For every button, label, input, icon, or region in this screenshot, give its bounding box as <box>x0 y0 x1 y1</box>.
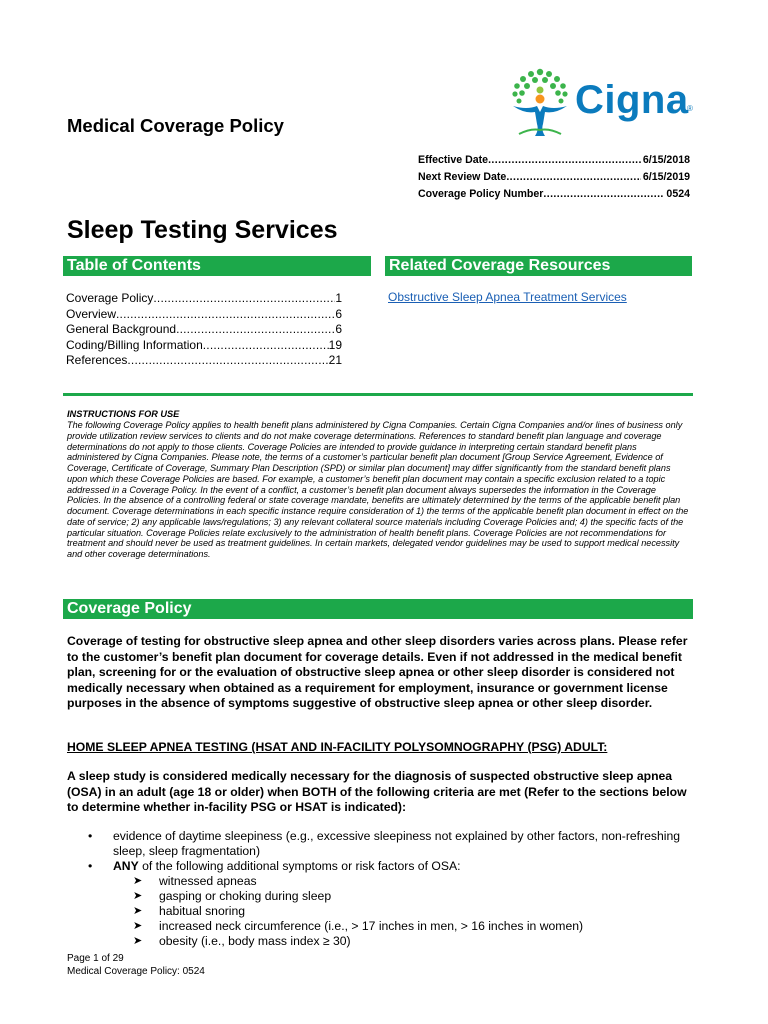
policy-label: Medical Coverage Policy <box>67 115 284 136</box>
coverage-intro: Coverage of testing for obstructive sleep apnea and other sleep disorders varies across plans. Please refer to the customer’s benefit plan document for coverage details. Even if not addressed in the medical benefit plan, screening for or the evaluation of obstructive sleep apnea or other sleep disorder is considered not medically necessary when obtained as a requirement for employment, insurance or government license purposes in the absence of symptoms suggestive of obstructive sleep apnea or other sleep disorder. <box>67 634 688 710</box>
sub-list-item <box>133 919 688 934</box>
toc-item-page: 21 <box>328 353 342 368</box>
toc-item-coverage-policy[interactable] <box>66 291 342 307</box>
toc-item-page: 1 <box>335 291 342 305</box>
meta-value: 6/15/2019 <box>642 171 690 183</box>
emphasis-any: ANY <box>113 859 139 873</box>
list-item-rest: of the following additional symptoms or risk factors of OSA: <box>138 859 461 873</box>
toc-item-page: 6 <box>335 322 342 337</box>
meta-label: Next Review Date <box>418 171 507 183</box>
instructions-heading: INSTRUCTIONS FOR USE <box>67 409 180 419</box>
toc-item-label: Coverage Policy <box>66 291 154 305</box>
page-title: Sleep Testing Services <box>67 216 338 244</box>
toc-item-coding-billing[interactable] <box>66 338 342 354</box>
sub-list-item <box>133 889 688 904</box>
table-of-contents <box>66 291 342 369</box>
toc-heading: Table of Contents <box>63 256 371 276</box>
sub-item-text: gasping or choking during sleep <box>159 889 332 903</box>
criteria-paragraph: A sleep study is considered medically necessary for the diagnosis of suspected obstructive sleep apnea (OSA) in an adult (age 18 or older) when BOTH of the following criteria are met (Refer to the sections below to determine whether in-facility PSG or HSAT is indicated): <box>67 769 687 814</box>
sub-item-text: obesity (i.e., body mass index ≥ 30) <box>159 934 351 948</box>
sub-item-text: habitual snoring <box>159 904 246 918</box>
toc-item-overview[interactable] <box>66 307 342 323</box>
meta-next-review-date <box>418 169 690 186</box>
tree-person-icon <box>507 66 573 138</box>
instructions-body: The following Coverage Policy applies to health benefit plans administered by Cigna Companies. Certain Cigna Companies and/or lines of business only provide utilization review services to clients and do not make coverage determinations. References to standard benefit plan language and coverage determinations do not apply to those clients. Coverage Policies are intended to provide guidance in interpreting certain standard benefit plans administered by Cigna Companies. Please note, the terms of a customer’s particular benefit plan document [Group Service Agreement, Evidence of Coverage, Certificate of Coverage, Summary Plan Description (SPD) or similar plan document] may differ significantly from the standard benefit plans upon which these Coverage Policies are based. For example, a customer’s benefit plan document may contain a specific exclusion related to a topic addressed in a Coverage Policy. In the event of a conflict, a customer’s benefit plan document always supersedes the information in the Coverage Policies. In the absence of a controlling federal or state coverage mandate, benefits are ultimately determined by the terms of the applicable benefit plan document. Coverage determinations in each specific instance require consideration of 1) the terms of the applicable benefit plan document in effect on the date of service; 2) any applicable laws/regulations; 3) any relevant collateral source materials including Coverage Policies and; 4) the specific facts of the particular situation. Coverage Policies relate exclusively to the administration of health benefit plans. Coverage Policies are not recommendations for treatment and should never be used as treatment guidelines. In certain markets, delegated vendor guidelines may be used to support medical necessity and other coverage determinations. <box>67 420 689 559</box>
section-divider <box>63 393 693 396</box>
registered-mark: ® <box>687 104 693 113</box>
toc-item-page: 6 <box>335 306 342 321</box>
toc-item-references[interactable] <box>66 353 342 369</box>
toc-item-label: Coding/Billing Information <box>66 337 203 352</box>
policy-meta <box>418 152 690 203</box>
meta-effective-date <box>418 152 690 169</box>
bullet-dot-icon: • <box>88 859 93 873</box>
page-footer <box>67 953 205 978</box>
sub-list-item <box>133 874 688 889</box>
cigna-wordmark: Cigna <box>575 78 689 122</box>
arrow-bullet-icon: ➤ <box>133 935 143 947</box>
related-resource-link[interactable]: Obstructive Sleep Apnea Treatment Services <box>388 290 627 304</box>
list-item-text: evidence of daytime sleepiness (e.g., excessive sleepiness not explained by other factors, non-refreshing sleep, sleep fragmentation) <box>113 829 681 858</box>
arrow-bullet-icon: ➤ <box>133 890 143 902</box>
hsat-subheading: HOME SLEEP APNEA TESTING (HSAT AND IN-FACILITY POLYSOMNOGRAPHY (PSG) ADULT: <box>67 740 608 754</box>
sub-list-item <box>133 934 688 949</box>
sub-item-text: increased neck circumference (i.e., > 17 inches in men, > 16 inches in women) <box>159 919 584 933</box>
meta-label: Coverage Policy Number <box>418 188 544 200</box>
list-item-text <box>113 859 688 874</box>
toc-item-label: References <box>66 353 128 368</box>
meta-value: 6/15/2018 <box>642 154 690 166</box>
arrow-bullet-icon: ➤ <box>133 875 143 887</box>
sub-item-text: witnessed apneas <box>159 874 257 888</box>
toc-item-general-background[interactable] <box>66 322 342 338</box>
list-item <box>88 829 688 859</box>
toc-item-label: General Background <box>66 322 177 337</box>
toc-item-page: 19 <box>328 337 342 352</box>
toc-item-label: Overview <box>66 306 117 321</box>
bullet-dot-icon: • <box>88 829 93 843</box>
related-heading: Related Coverage Resources <box>385 256 692 276</box>
cigna-logo <box>507 66 697 138</box>
coverage-policy-heading: Coverage Policy <box>63 599 693 619</box>
criteria-list <box>88 829 688 949</box>
arrow-bullet-icon: ➤ <box>133 905 143 917</box>
meta-value: 0524 <box>666 188 690 200</box>
list-item <box>88 859 688 874</box>
page-number: Page 1 of 29 <box>67 953 124 964</box>
sub-list-item <box>133 904 688 919</box>
arrow-bullet-icon: ➤ <box>133 920 143 932</box>
footer-policy-number: Medical Coverage Policy: 0524 <box>67 965 205 977</box>
meta-policy-number <box>418 186 690 203</box>
meta-label: Effective Date <box>418 154 489 166</box>
